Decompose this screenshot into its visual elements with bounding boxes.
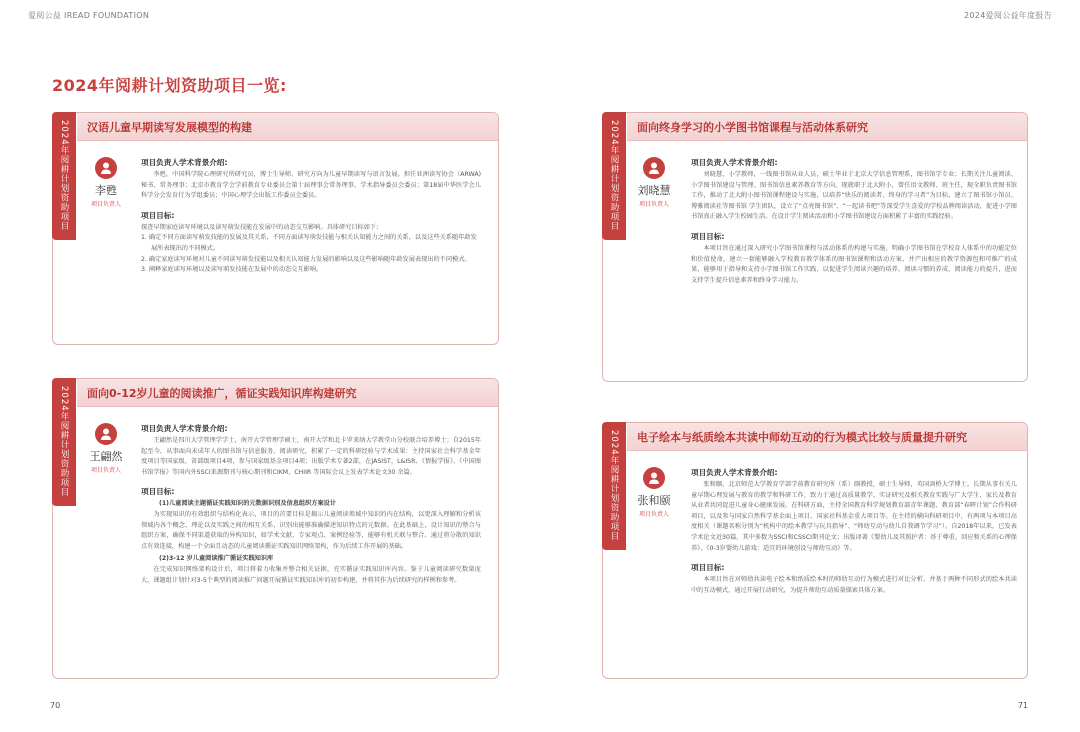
- goal-item: 3. 阐释家庭读写环境以及读写萌发技能在发展中的动态交互影响。: [141, 266, 323, 274]
- year-tab: 2024年阅耕计划资助项目: [602, 422, 626, 550]
- person-role: 项目负责人: [90, 467, 121, 474]
- project-title: 电子绘本与纸质绘本共读中师幼互动的行为模式比较与质量提升研究: [627, 423, 1027, 451]
- bg-heading: 项目负责人学术背景介绍:: [141, 158, 228, 167]
- year-tab: 2024年阅耕计划资助项目: [52, 378, 76, 506]
- person-role: 项目负责人: [638, 201, 669, 208]
- project-content: [691, 467, 1017, 596]
- year-tab: 2024年阅耕计划资助项目: [602, 112, 626, 240]
- bio-text: 刘晓慧，小学教师，一线图书馆从业人员，硕士毕业于北京大学信息管理系，图书馆学专业；长期关注儿童阅读、小学图书馆建设与管理、图书馆信息素养教育等方向。现就职于北大附小，曾任语文教师、班主任，现全职负责图书馆工作，推动了北大附小图书馆课程建设与实施，以培养“快乐的阅读者、终身的学习者”为目标，建立了图书馆小馆员、博雅阅读社等图书馆 学生团队，设立了“点亮图书馆”、“一起读书吧”等深受学生喜爱的学校品牌阅读活动，促进小学图书馆真正融入学生校园生活。在设计学生阅读活动和小学图书馆建设方面积累了丰富的实践经验。: [691, 171, 1017, 221]
- person-name: 李甦: [95, 184, 117, 197]
- bio-text: 张和颐，北京师范大学教育学部学前教育研究所（系）副教授，硕士生导师，英国剑桥大学博士。长期从事有关儿童早期心理发展与教育的教学和科研工作，致力于通过高质量教学、实证研究及相关教育实践与广大学生、家长及教育从业者共同促进儿童身心健康发展。在科研方面，主持全国教育科学规划教育部青年课题、教育部“春晖计划”合作科研项目，以及参与国家自然科学基金面上项目、国家社科基金重大项目等。在主持的横向科研项目中，有两项与本项目高度相关（课题名称分别为“机构中的绘本教学与玩具指导”、“师幼互动与幼儿自我调节学习”）。自2018年以来，已发表学术论文近30篇，其中多数为SSCI和CSSCI期刊论文；出版译著《婴幼儿及其照护者：基于尊重、回应和关系的心理保养》、《0-3岁婴幼儿游戏：适宜的环境创设与师幼互动》等。: [691, 481, 1017, 552]
- year-tab: 2024年阅耕计划资助项目: [52, 112, 76, 240]
- goal-heading: 项目目标:: [691, 563, 725, 573]
- person-block: [81, 423, 131, 474]
- person-name: 张和颐: [637, 494, 671, 507]
- goal-subheading: (2)3-12 岁儿童阅读推广循证实践知识库: [159, 555, 274, 563]
- person-block: [629, 467, 679, 518]
- bg-heading: 项目负责人学术背景介绍:: [691, 468, 778, 477]
- person-block: [629, 157, 679, 208]
- person-icon: [95, 423, 117, 445]
- goal-text: 本项目旨在通过深入研究小学图书馆课程与活动体系的构建与实施，明确小学图书馆在学校育人体系中的功能定位和价值使命，建立一套能够融入学校教育教学体系的图书馆课程和活动方案，并产出相应的教学资源包和可推广的成果，能够用于指导和支持小学图书馆工作实践，以促进学生阅读兴趣的培养、阅读习惯的养成、阅读能力的提升，进而支持学生提升信息素养和终身学习能力。: [691, 244, 1017, 284]
- goal-subheading: (1)儿童阅读主题循证实践知识的元数据识别及信息组织方案设计: [159, 500, 337, 508]
- header-right: 2024爱阅公益年度报告: [964, 11, 1052, 20]
- person-block: [81, 157, 131, 208]
- goal-item: 1. 确定不同方面读写萌发技能的发展及其关系，不同方面读写萌发技能与相关认知能力之间的关系，以及这些关系随年龄发展所表现出的不同模式。: [141, 234, 477, 252]
- bio-text: 李甦，中国科学院心理研究所研究员，博士生导师，研究方向为儿童早期读写与语言发展。担任亚洲读写协会（ARWA)秘书、常务理事；北京市教育学会学前教育专业委员会第十届理事会常务理事，学术指导委员会委员；第18届中华医学会儿科学分会发育行为学组委员；中国心理学会出版工作委员会委员。: [141, 171, 481, 200]
- goal-heading: 项目目标:: [141, 487, 175, 497]
- bg-heading: 项目负责人学术背景介绍:: [141, 424, 228, 433]
- project-title: 面向终身学习的小学图书馆课程与活动体系研究: [627, 113, 1027, 141]
- project-card-1: [52, 112, 499, 345]
- person-name: 刘晓慧: [637, 184, 671, 197]
- project-title: 面向0-12岁儿童的阅读推广，循证实践知识库构建研究: [77, 379, 498, 407]
- project-content: [141, 157, 481, 276]
- person-icon: [643, 467, 665, 489]
- page-number-right: 71: [1017, 701, 1028, 710]
- person-name: 王翩然: [89, 450, 123, 463]
- goal-heading: 项目目标:: [141, 210, 175, 220]
- person-icon: [643, 157, 665, 179]
- goal-text: 为实现知识的有效组织与结构化表示，项目的首要目标是揭示儿童阅读领域中知识的内在结构，以更深入理解和分析该领域内各个概念、理论以及实践之间的相互关系，识别出能够准确描述知识特点的元数据。在此基础上，设计知识的整合与组织方案，确保不同渠道获取的异构知识，如学术文献、专家观点、案例经验等，能够有机关联与整合。通过将分散的知识点有效连接，构建一个全面且动态的儿童阅读循证实践知识网络架构，作为后续工作开展的基础。: [141, 510, 481, 550]
- bg-heading: 项目负责人学术背景介绍:: [691, 158, 778, 167]
- header-left: 爱阅公益 IREAD FOUNDATION: [28, 11, 150, 20]
- project-card-2: [52, 378, 499, 679]
- goal-intro: 探查早期家庭读写环境以及读写萌发技能在发展中的动态交互影响。具体研究目标如下:: [141, 223, 379, 231]
- page-number-left: 70: [50, 701, 61, 710]
- goal-item: 2. 确定家庭读写环境对儿童不同读写萌发技能以及相关认知能力发展的影响以及这些影响随年龄发展表现出的不同模式。: [141, 255, 471, 263]
- goal-heading: 项目目标:: [691, 231, 725, 241]
- goal-text: 在完成知识网络架构设计后，项目将着力收集并整合相关证据，充实循证实践知识库内容。鉴于儿童阅读研究数量庞大，课题组计划针对3-5个典型的阅读推广问题开展循证实践知识库的初步构建，并将其作为后续研究的样例和参考。: [141, 565, 481, 584]
- project-title: 汉语儿童早期读写发展模型的构建: [77, 113, 498, 141]
- project-card-3: [602, 112, 1028, 382]
- project-content: [141, 423, 481, 586]
- person-icon: [95, 157, 117, 179]
- goal-text: 本项目旨在对师幼共读电子绘本和纸质绘本时的师幼互动行为模式进行对比分析，并基于两种不同形式的绘本共读中的互动模式，通过开展行动研究，为提升师幼互动质量探索具体方案。: [691, 576, 1017, 594]
- project-card-4: [602, 422, 1028, 679]
- person-role: 项目负责人: [638, 511, 669, 518]
- person-role: 项目负责人: [90, 201, 121, 208]
- project-content: [691, 157, 1017, 286]
- bio-text: 王翩然是四川大学管理学学士，南开大学管理学硕士，南开大学和北卡罗来纳大学教堂山分校联合培养博士；自2015年起至今，从事面向未成年人的图书馆与信息服务、阅读研究，积累了一定的科研经验与学术成果：主持国家社会科学基金年度项目等国家级、省部级项目4项，参与国家级基金项目4项；出版学术专著2部，在JASIST、L&ISR、《情报学报》、《中国图书馆学报》等国内外SSCI来源期刊与核心期刊和CIKM、CHIIR 等国际会议上发表学术论文30 余篇。: [141, 437, 481, 476]
- page-title: 2024年阅耕计划资助项目一览:: [52, 76, 287, 95]
